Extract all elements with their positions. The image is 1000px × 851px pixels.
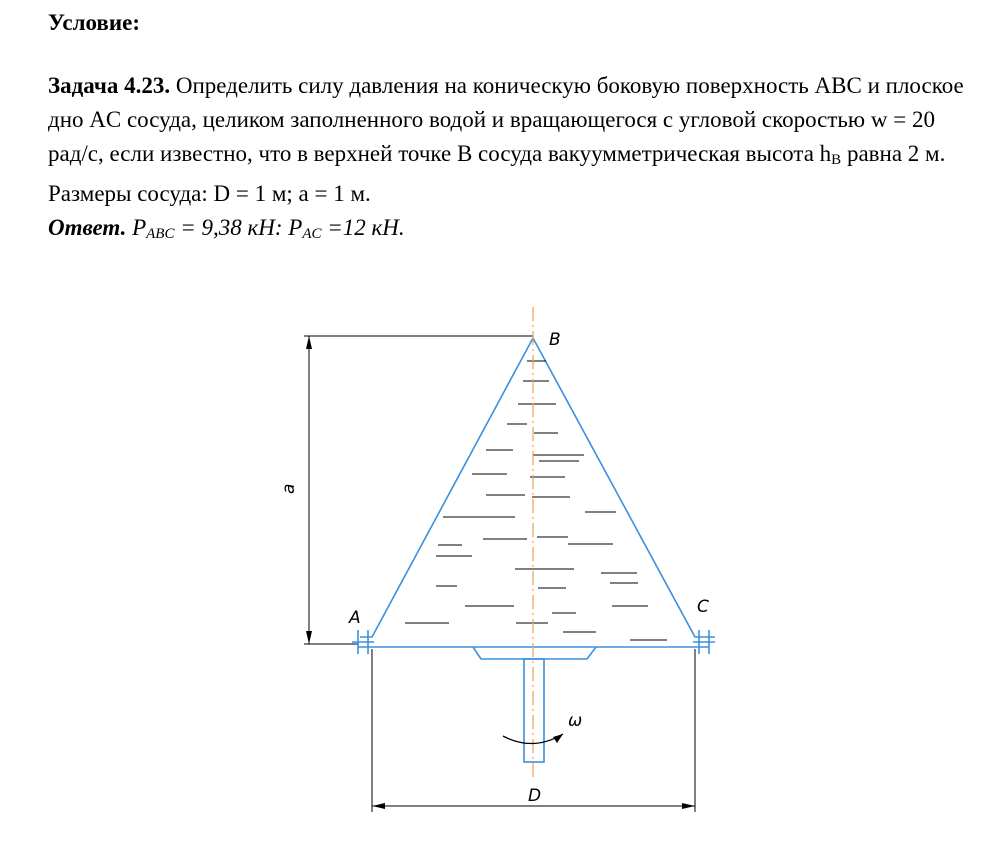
answer-p1: $P_{ABC} = 9,38$ кН:: [132, 215, 289, 242]
water-hatching: [405, 361, 667, 640]
label-omega: ω: [568, 711, 583, 731]
hb-subscript: B: [831, 152, 842, 168]
problem-text: Определить силу давления на коническую боковую поверхность ABC и плоское дно AC сосуда, целиком заполненного водой и вращающегося с угловой скоростью w = 20 рад/с, если известно, что в верхней точке B сосуда вакуумметрическая высота h: [48, 73, 964, 166]
problem-text-end: равна 2 м.: [841, 141, 946, 166]
label-a-dimension: a: [279, 483, 299, 494]
problem-number: Задача 4.23.: [48, 73, 171, 98]
section-heading: Условие:: [48, 10, 140, 35]
answer-p2: $P_{AC} =12$ кН.: [288, 215, 405, 242]
label-a-point: A: [349, 608, 361, 628]
label-b: B: [549, 330, 561, 350]
problem-dimensions: Размеры сосуда: D = 1 м; a = 1 м.: [48, 181, 371, 206]
label-d: D: [528, 786, 542, 806]
dimension-a: [304, 336, 533, 644]
label-c: C: [697, 597, 709, 617]
answer-label: Ответ.: [48, 215, 127, 240]
